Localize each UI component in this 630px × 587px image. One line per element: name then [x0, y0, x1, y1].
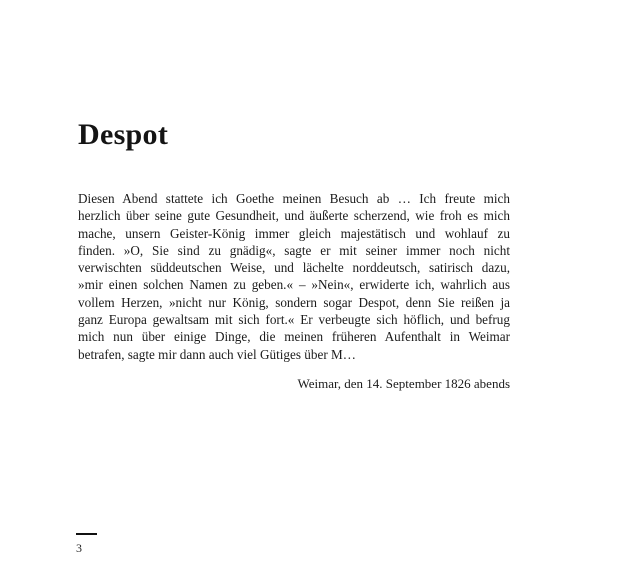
chapter-title: Despot [78, 118, 169, 151]
paragraph-line: herzlich über seine gute Gesundheit, und äußerte scherzend, wie froh es mich [78, 208, 510, 224]
paragraph-line: Diesen Abend stattete ich Goethe meinen Besuch ab … Ich freute mich [78, 191, 510, 206]
paragraph-last-line: betrafen, sagte mir dann auch viel Gütiges über M… [78, 346, 356, 362]
page-number: 3 [76, 541, 82, 555]
paragraph-line: mich nun über einige Dinge, die meinen früheren Aufenthalt in Weimar [78, 329, 510, 345]
paragraph-line: vollem Herzen, »nicht nur König, sondern sogar Despot, denn Sie reißen ja [78, 294, 510, 310]
dateline: Weimar, den 14. September 1826 abends [297, 376, 510, 391]
paragraph-line: mache, unsern Geister-König immer gleich majestätisch und wohlauf zu [78, 225, 510, 241]
paragraph-line: verwischten süddeutschen Weise, und lächelte norddeutsch, satirisch dazu, [78, 260, 510, 276]
paragraph-line: finden. »O, Sie sind zu gnädig«, sagte er mit seiner immer noch nicht [78, 242, 510, 258]
paragraph-line: »mir einen solchen Namen zu geben.« – »Nein«, erwiderte ich, wahrlich aus [78, 277, 510, 293]
paragraph-line: ganz Europa gewaltsam mit sich fort.« Er verbeugte sich höflich, und befrug [78, 312, 510, 328]
body-paragraph [78, 190, 510, 363]
footer-rule [76, 533, 97, 535]
